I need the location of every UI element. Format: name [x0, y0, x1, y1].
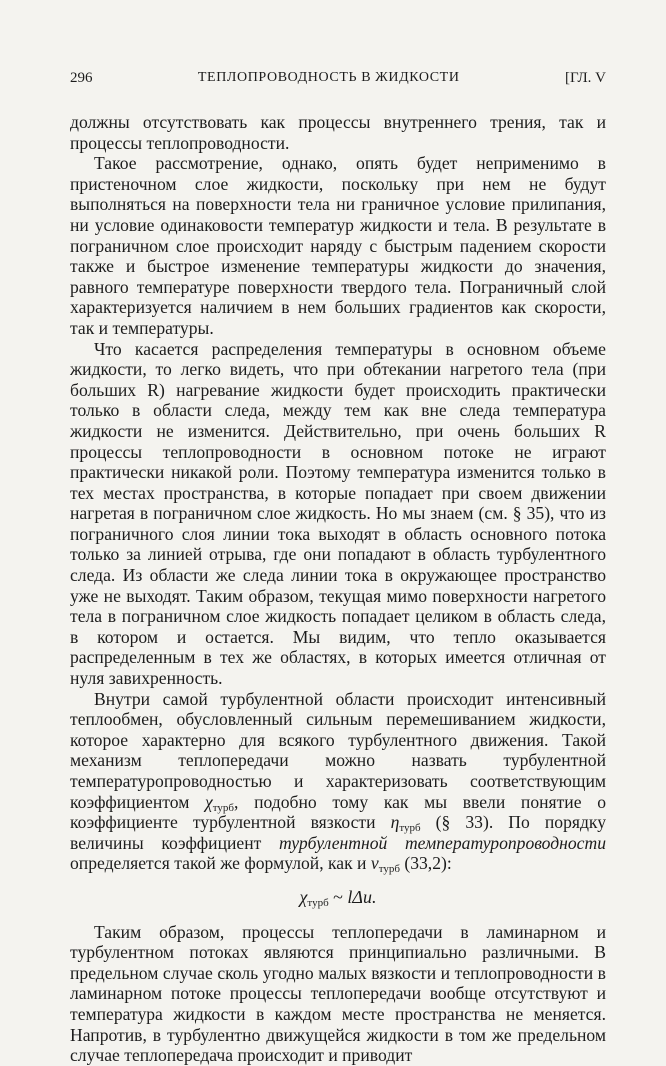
- paragraph-3: [70, 689, 606, 874]
- formula: [70, 887, 606, 908]
- page-number: 296: [70, 70, 93, 86]
- paragraph-2: Что касается распределения температуры в основном объеме жидкости, то легко видеть, что при обтекании нагретого тела (при больших R) нагревание жидкости будет происходить практически только в области следа, между тем как вне следа температура жидкости не изменится. Действительно, при очень больших R процессы теплопроводности в основном потоке не играют практически никакой роли. Поэтому температура изменится только в тех местах пространства, в которые попадает при своем движении нагретая в пограничном слое жидкость. Но мы знаем (см. § 35), что из пограничного слоя линии тока выходят в область основного потока только за линией отрыва, где они попадают в область турбулентного следа. Из области же следа линии тока в окружающее пространство уже не выходят. Таким образом, текущая мимо поверхности нагретого тела в пограничном слое жидкость попадает целиком в область следа, в котором и остается. Мы видим, что тепло оказывается распределенным в тех же областях, в которых имеется отличная от нуля завихренность.: [70, 338, 606, 689]
- running-title: ТЕПЛОПРОВОДНОСТЬ В ЖИДКОСТИ: [197, 70, 460, 85]
- nu-subscript: турб: [378, 863, 400, 876]
- formula-subscript: турб: [307, 896, 329, 909]
- nu-symbol: ν: [370, 853, 379, 874]
- p3-text-c: (§ 33). По порядку величины коэффициент: [70, 812, 607, 853]
- running-header: [70, 70, 606, 87]
- paragraph-4: Таким образом, процессы теплопередачи в ламинарном и турбулентном потоках являются принципиально различными. В предельном случае сколь угодно малых вязкости и теплопроводности в ламинарном потоке процессы теплопередачи вообще отсутствуют и температура жидкости в каждом месте пространства не меняется. Напротив, в турбулентно движущейся жидкости в том же предельном случае теплопередача происходит и приводит: [70, 921, 606, 1066]
- chapter-label: [ГЛ. V: [564, 70, 606, 86]
- p3-text-b: , подобно тому как мы ввели понятие о коэффициенте турбулентной вязкости: [70, 791, 606, 833]
- formula-lhs: χ: [299, 886, 308, 907]
- p3-text-a: Внутри самой турбулентной области происходит интенсивный теплообмен, обусловленный сильным перемешиванием жидкости, которое характерно для всякого турбулентного движения. Такой механизм теплопередачи можно назвать турбулентной температуропроводностью и характеризовать соответствующим коэффициентом: [70, 688, 606, 812]
- p3-italic-term: турбулентной температуропроводности: [279, 832, 606, 853]
- chi-subscript: турб: [212, 801, 235, 814]
- eta-subscript: турб: [399, 822, 421, 835]
- p3-text-d: определяется такой же формулой, как и: [70, 853, 367, 874]
- p3-text-e: (33,2):: [399, 853, 452, 874]
- formula-relation: ~: [333, 886, 343, 907]
- paragraph-0: должны отсутствовать как процессы внутреннего трения, так и процессы теплопроводности.: [70, 112, 606, 153]
- body-text: [70, 112, 606, 1066]
- chi-symbol: χ: [205, 791, 213, 812]
- paragraph-1: Такое рассмотрение, однако, опять будет неприменимо в пристеночном слое жидкости, поскольку при нем не будут выполняться на поверхности тела ни граничное условие прилипания, ни условие одинаковости температур жидкости и тела. В результате в пограничном слое происходит наряду с быстрым падением скорости также и быстрое изменение температуры жидкости до значения, равного температуре поверхности твердого тела. Пограничный слой характеризуется наличием в нем больших градиентов как скорости, так и температуры.: [70, 153, 606, 338]
- formula-rhs: lΔu.: [347, 886, 377, 907]
- eta-symbol: η: [390, 812, 400, 833]
